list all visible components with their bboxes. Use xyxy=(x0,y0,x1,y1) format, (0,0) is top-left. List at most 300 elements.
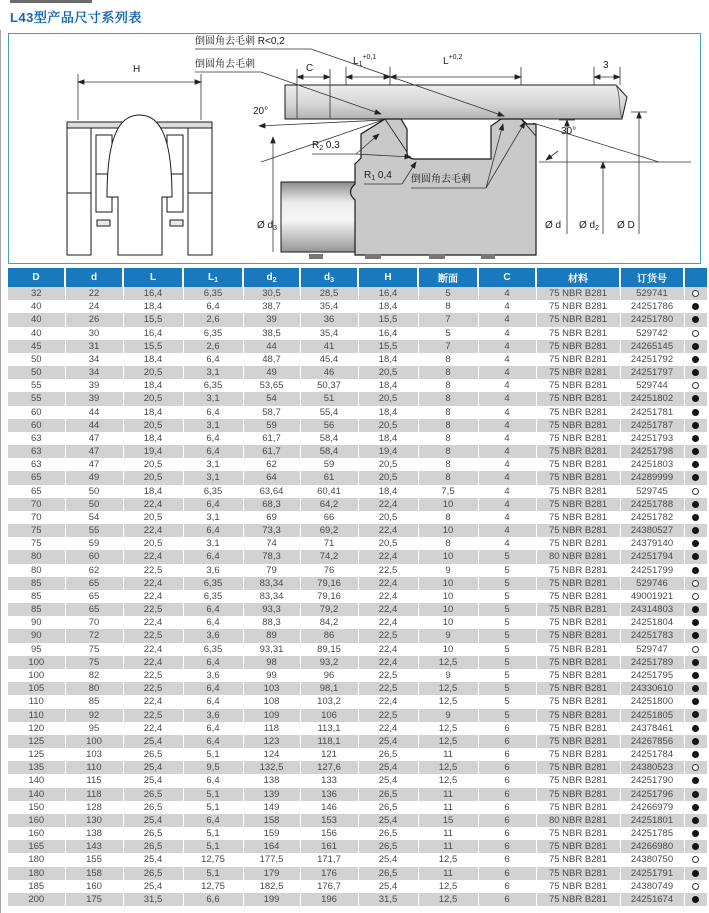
table-cell: 12,5 xyxy=(418,722,478,735)
angle-20-label: 20° xyxy=(253,106,269,117)
table-cell: 6 xyxy=(478,840,536,853)
table-cell: 24251802 xyxy=(620,392,684,405)
table-row xyxy=(8,537,707,550)
availability-cell xyxy=(684,445,707,458)
table-cell: 60 xyxy=(65,550,123,563)
availability-cell xyxy=(684,524,707,537)
table-cell: 6,4 xyxy=(183,656,243,669)
table-cell: 22,5 xyxy=(123,669,183,682)
column-header: 断面 xyxy=(418,268,478,287)
table-cell: 6,35 xyxy=(183,379,243,392)
table-cell: 25,4 xyxy=(358,774,418,787)
table-cell: 63 xyxy=(8,445,65,458)
table-cell: 160 xyxy=(65,880,123,893)
availability-cell xyxy=(684,353,707,366)
table-row xyxy=(8,406,707,419)
table-cell: 28,5 xyxy=(300,287,358,300)
table-cell: 75 NBR B281 xyxy=(536,840,620,853)
availability-cell xyxy=(684,366,707,379)
table-cell: 5,1 xyxy=(183,840,243,853)
table-cell: 75 NBR B281 xyxy=(536,445,620,458)
table-cell: 63 xyxy=(8,432,65,445)
table-cell: 75 NBR B281 xyxy=(536,379,620,392)
table-cell: 79 xyxy=(243,564,300,577)
filled-circle-icon xyxy=(692,830,699,837)
filled-circle-icon xyxy=(692,356,699,363)
table-cell: 6,4 xyxy=(183,300,243,313)
table-cell: 109 xyxy=(243,709,300,722)
table-cell: 4 xyxy=(478,406,536,419)
table-cell: 8 xyxy=(418,458,478,471)
filled-circle-icon xyxy=(692,870,699,877)
table-cell: 4 xyxy=(478,524,536,537)
table-cell: 6,35 xyxy=(183,643,243,656)
table-cell: 121 xyxy=(300,748,358,761)
table-cell: 6,35 xyxy=(183,287,243,300)
table-row xyxy=(8,643,707,656)
table-cell: 529741 xyxy=(620,287,684,300)
table-cell: 6 xyxy=(478,788,536,801)
table-cell: 61,7 xyxy=(243,445,300,458)
table-cell: 24330610 xyxy=(620,682,684,695)
table-cell: 529746 xyxy=(620,577,684,590)
availability-cell xyxy=(684,564,707,577)
table-cell: 26,5 xyxy=(358,867,418,880)
availability-cell xyxy=(684,761,707,774)
table-cell: 127,6 xyxy=(300,761,358,774)
filled-circle-icon xyxy=(692,738,699,745)
filled-circle-icon xyxy=(692,514,699,521)
table-cell: 4 xyxy=(478,445,536,458)
table-cell: 10 xyxy=(418,524,478,537)
table-cell: 12,75 xyxy=(183,853,243,866)
table-cell: 139 xyxy=(243,788,300,801)
table-cell: 22,5 xyxy=(358,564,418,577)
table-cell: 179 xyxy=(243,867,300,880)
table-cell: 161 xyxy=(300,840,358,853)
table-cell: 75 NBR B281 xyxy=(536,577,620,590)
table-cell: 75 NBR B281 xyxy=(536,643,620,656)
table-cell: 74,2 xyxy=(300,550,358,563)
dia-d3-label: Ø $d_3$ xyxy=(257,220,278,232)
table-cell: 50 xyxy=(8,353,65,366)
availability-cell xyxy=(684,577,707,590)
table-cell: 24266979 xyxy=(620,801,684,814)
table-cell: 25,4 xyxy=(358,853,418,866)
table-cell: 75 NBR B281 xyxy=(536,406,620,419)
table-cell: 529742 xyxy=(620,327,684,340)
table-cell: 79,16 xyxy=(300,577,358,590)
table-cell: 62 xyxy=(243,458,300,471)
table-cell: 4 xyxy=(478,458,536,471)
table-cell: 75 NBR B281 xyxy=(536,682,620,695)
table-cell: 12,5 xyxy=(418,774,478,787)
table-row xyxy=(8,577,707,590)
table-cell: 5,1 xyxy=(183,827,243,840)
table-cell: 58,4 xyxy=(300,432,358,445)
dia-d-label: Ø d xyxy=(545,220,562,231)
availability-cell xyxy=(684,643,707,656)
table-cell: 22,4 xyxy=(358,603,418,616)
table-cell: 26,5 xyxy=(123,840,183,853)
table-cell: 6,4 xyxy=(183,774,243,787)
table-cell: 70 xyxy=(8,498,65,511)
deburr-r-label: 倒圆角去毛刺 R<0,2 xyxy=(195,36,285,47)
table-cell: 24251780 xyxy=(620,313,684,326)
availability-cell xyxy=(684,682,707,695)
availability-cell xyxy=(684,788,707,801)
table-cell: 18,4 xyxy=(123,300,183,313)
table-cell: 22 xyxy=(65,287,123,300)
table-cell: 75 NBR B281 xyxy=(536,603,620,616)
table-cell: 24251805 xyxy=(620,709,684,722)
table-cell: 12,5 xyxy=(418,761,478,774)
table-cell: 24380750 xyxy=(620,853,684,866)
table-cell: 4 xyxy=(478,327,536,340)
table-cell: 69 xyxy=(243,511,300,524)
table-cell: 58,7 xyxy=(243,406,300,419)
availability-cell xyxy=(684,695,707,708)
table-cell: 123 xyxy=(243,735,300,748)
availability-cell xyxy=(684,774,707,787)
table-cell: 39 xyxy=(65,379,123,392)
table-cell: 2,6 xyxy=(183,340,243,353)
column-header: L xyxy=(123,268,183,287)
table-cell: 11 xyxy=(418,867,478,880)
availability-cell xyxy=(684,550,707,563)
table-cell: 35,4 xyxy=(300,327,358,340)
table-cell: 44 xyxy=(243,340,300,353)
table-cell: 45,4 xyxy=(300,353,358,366)
availability-cell xyxy=(684,629,707,642)
deburr-inner-label: 倒圆角去毛刺 xyxy=(411,174,471,185)
table-cell: 24251787 xyxy=(620,419,684,432)
filled-circle-icon xyxy=(692,751,699,758)
table-cell: 22,4 xyxy=(358,577,418,590)
table-cell: 20,5 xyxy=(358,392,418,405)
table-cell: 22,5 xyxy=(123,709,183,722)
table-cell: 24251674 xyxy=(620,893,684,906)
table-cell: 20,5 xyxy=(123,537,183,550)
dim-3-label: 3 xyxy=(603,60,609,71)
table-cell: 9 xyxy=(418,564,478,577)
table-cell: 120 xyxy=(8,722,65,735)
table-cell: 8 xyxy=(418,445,478,458)
table-cell: 18,4 xyxy=(123,379,183,392)
filled-circle-icon xyxy=(692,606,699,613)
table-cell: 136 xyxy=(300,788,358,801)
table-cell: 54 xyxy=(65,511,123,524)
table-cell: 5 xyxy=(478,550,536,563)
table-cell: 16,4 xyxy=(358,287,418,300)
filled-circle-icon xyxy=(692,343,699,350)
table-cell: 18,4 xyxy=(123,485,183,498)
filled-circle-icon xyxy=(692,435,699,442)
shaft-part xyxy=(281,182,355,252)
table-cell: 22,5 xyxy=(123,629,183,642)
column-header: d xyxy=(65,268,123,287)
availability-cell xyxy=(684,485,707,498)
filled-circle-icon xyxy=(692,567,699,574)
table-cell: 26,5 xyxy=(358,827,418,840)
table-cell: 22,4 xyxy=(123,577,183,590)
open-circle-icon xyxy=(692,488,699,495)
column-header: 订货号 xyxy=(620,268,684,287)
table-cell: 15,5 xyxy=(123,313,183,326)
availability-cell xyxy=(684,748,707,761)
table-cell: 3,1 xyxy=(183,419,243,432)
table-cell: 85 xyxy=(8,590,65,603)
availability-cell xyxy=(684,379,707,392)
table-cell: 54 xyxy=(243,392,300,405)
table-cell: 12,5 xyxy=(418,682,478,695)
table-row xyxy=(8,564,707,577)
table-cell: 60 xyxy=(8,406,65,419)
table-cell: 24380527 xyxy=(620,524,684,537)
table-cell: 75 NBR B281 xyxy=(536,471,620,484)
table-cell: 22,4 xyxy=(123,498,183,511)
table-cell: 108 xyxy=(243,695,300,708)
table-cell: 75 NBR B281 xyxy=(536,735,620,748)
r1-label: $R_1$ 0,4 xyxy=(364,170,392,182)
table-cell: 75 NBR B281 xyxy=(536,893,620,906)
availability-cell xyxy=(684,511,707,524)
table-cell: 132,5 xyxy=(243,761,300,774)
table-cell: 26,5 xyxy=(358,788,418,801)
table-row xyxy=(8,801,707,814)
table-cell: 128 xyxy=(65,801,123,814)
table-row xyxy=(8,669,707,682)
table-cell: 124 xyxy=(243,748,300,761)
table-cell: 75 NBR B281 xyxy=(536,590,620,603)
table-row xyxy=(8,287,707,300)
table-cell: 22,5 xyxy=(358,669,418,682)
table-cell: 86 xyxy=(300,629,358,642)
table-cell: 99 xyxy=(243,669,300,682)
table-cell: 10 xyxy=(418,643,478,656)
table-cell: 12,5 xyxy=(418,853,478,866)
table-cell: 133 xyxy=(300,774,358,787)
table-cell: 34 xyxy=(65,353,123,366)
seal-body xyxy=(351,119,537,255)
table-cell: 31,5 xyxy=(358,893,418,906)
table-cell: 24251796 xyxy=(620,788,684,801)
availability-cell xyxy=(684,616,707,629)
filled-circle-icon xyxy=(692,303,699,310)
table-cell: 75 NBR B281 xyxy=(536,485,620,498)
table-cell: 50 xyxy=(65,485,123,498)
table-cell: 6 xyxy=(478,774,536,787)
table-cell: 2,6 xyxy=(183,313,243,326)
table-cell: 88,3 xyxy=(243,616,300,629)
table-cell: 39 xyxy=(65,392,123,405)
table-cell: 18,4 xyxy=(358,406,418,419)
table-cell: 65 xyxy=(65,590,123,603)
table-cell: 6,4 xyxy=(183,406,243,419)
table-cell: 20,5 xyxy=(123,458,183,471)
table-cell: 90 xyxy=(8,629,65,642)
table-cell: 6,35 xyxy=(183,485,243,498)
table-row xyxy=(8,445,707,458)
table-cell: 76 xyxy=(300,564,358,577)
table-row xyxy=(8,313,707,326)
table-row xyxy=(8,327,707,340)
filled-circle-icon xyxy=(692,619,699,626)
table-row xyxy=(8,827,707,840)
table-cell: 25,4 xyxy=(358,761,418,774)
table-cell: 4 xyxy=(478,485,536,498)
table-row xyxy=(8,524,707,537)
table-cell: 49 xyxy=(65,471,123,484)
table-cell: 153 xyxy=(300,814,358,827)
table-cell: 6 xyxy=(478,814,536,827)
open-circle-icon xyxy=(692,764,699,771)
availability-cell xyxy=(684,327,707,340)
dim-h-lines xyxy=(78,74,201,120)
table-cell: 20,5 xyxy=(123,366,183,379)
filled-circle-icon xyxy=(692,527,699,534)
table-cell: 10 xyxy=(418,498,478,511)
table-cell: 8 xyxy=(418,406,478,419)
clipped-text-artifact xyxy=(10,0,92,3)
table-cell: 75 NBR B281 xyxy=(536,629,620,642)
table-cell: 5,1 xyxy=(183,788,243,801)
table-cell: 6,6 xyxy=(183,893,243,906)
table-cell: 34 xyxy=(65,366,123,379)
table-cell: 24251788 xyxy=(620,498,684,511)
table-cell: 5 xyxy=(478,682,536,695)
table-cell: 30 xyxy=(65,327,123,340)
table-cell: 93,31 xyxy=(243,643,300,656)
table-cell: 196 xyxy=(300,893,358,906)
table-cell: 165 xyxy=(8,840,65,853)
availability-cell xyxy=(684,300,707,313)
table-cell: 18,4 xyxy=(358,432,418,445)
table-cell: 65 xyxy=(65,577,123,590)
availability-cell xyxy=(684,893,707,906)
table-cell: 8 xyxy=(418,511,478,524)
table-cell: 44 xyxy=(65,419,123,432)
table-cell: 80 NBR B281 xyxy=(536,814,620,827)
table-cell: 93,2 xyxy=(300,656,358,669)
table-cell: 75 NBR B281 xyxy=(536,564,620,577)
table-cell: 140 xyxy=(8,774,65,787)
table-cell: 6,4 xyxy=(183,722,243,735)
angle-30-lines xyxy=(533,123,691,162)
table-cell: 110 xyxy=(8,709,65,722)
column-header: $d_3$ xyxy=(300,268,358,287)
table-header-row xyxy=(8,268,707,287)
table-cell: 26,5 xyxy=(123,788,183,801)
table-cell: 75 xyxy=(8,537,65,550)
table-cell: 5 xyxy=(478,590,536,603)
column-header: C xyxy=(478,268,536,287)
table-cell: 75 NBR B281 xyxy=(536,880,620,893)
table-cell: 68,3 xyxy=(243,498,300,511)
table-cell: 22,4 xyxy=(358,498,418,511)
table-cell: 158 xyxy=(243,814,300,827)
table-cell: 6 xyxy=(478,893,536,906)
table-row xyxy=(8,353,707,366)
table-cell: 18,4 xyxy=(358,379,418,392)
table-row xyxy=(8,340,707,353)
filled-circle-icon xyxy=(692,474,699,481)
table-cell: 11 xyxy=(418,748,478,761)
availability-cell xyxy=(684,603,707,616)
table-cell: 47 xyxy=(65,458,123,471)
table-cell: 6 xyxy=(478,761,536,774)
availability-cell xyxy=(684,458,707,471)
table-cell: 3,6 xyxy=(183,564,243,577)
table-row xyxy=(8,735,707,748)
table-cell: 75 NBR B281 xyxy=(536,366,620,379)
table-cell: 24251794 xyxy=(620,550,684,563)
table-cell: 25,4 xyxy=(123,761,183,774)
table-cell: 529744 xyxy=(620,379,684,392)
table-cell: 22,4 xyxy=(123,643,183,656)
table-cell: 38,7 xyxy=(243,300,300,313)
column-header: $d_2$ xyxy=(243,268,300,287)
table-cell: 200 xyxy=(8,893,65,906)
table-row xyxy=(8,432,707,445)
filled-circle-icon xyxy=(692,501,699,508)
table-cell: 20,5 xyxy=(123,419,183,432)
table-row xyxy=(8,366,707,379)
table-cell: 75 NBR B281 xyxy=(536,867,620,880)
table-cell: 3,1 xyxy=(183,537,243,550)
table-cell: 159 xyxy=(243,827,300,840)
table-row xyxy=(8,392,707,405)
table-cell: 9,5 xyxy=(183,761,243,774)
angle-30-label: 30° xyxy=(561,126,577,137)
table-cell: 51 xyxy=(300,392,358,405)
table-cell: 95 xyxy=(8,643,65,656)
table-cell: 41 xyxy=(300,340,358,353)
table-cell: 69,2 xyxy=(300,524,358,537)
table-cell: 199 xyxy=(243,893,300,906)
table-cell: 5,1 xyxy=(183,867,243,880)
table-cell: 22,4 xyxy=(358,590,418,603)
table-row xyxy=(8,629,707,642)
table-cell: 61 xyxy=(300,471,358,484)
table-cell: 47 xyxy=(65,432,123,445)
open-circle-icon xyxy=(692,580,699,587)
table-cell: 6,35 xyxy=(183,590,243,603)
table-cell: 75 NBR B281 xyxy=(536,801,620,814)
table-cell: 22,4 xyxy=(123,590,183,603)
table-cell: 20,5 xyxy=(358,458,418,471)
table-cell: 62 xyxy=(65,564,123,577)
table-cell: 5 xyxy=(478,577,536,590)
table-row xyxy=(8,511,707,524)
table-cell: 59 xyxy=(243,419,300,432)
table-cell: 75 NBR B281 xyxy=(536,774,620,787)
table-cell: 3,1 xyxy=(183,392,243,405)
table-cell: 26 xyxy=(65,313,123,326)
availability-cell xyxy=(684,419,707,432)
table-row xyxy=(8,682,707,695)
table-row xyxy=(8,590,707,603)
size-table xyxy=(8,268,707,906)
table-cell: 8 xyxy=(418,366,478,379)
table-cell: 22,4 xyxy=(123,695,183,708)
table-row xyxy=(8,485,707,498)
table-cell: 160 xyxy=(8,827,65,840)
filled-circle-icon xyxy=(692,711,699,718)
table-cell: 185 xyxy=(8,880,65,893)
table-cell: 63,64 xyxy=(243,485,300,498)
filled-circle-icon xyxy=(692,685,699,692)
